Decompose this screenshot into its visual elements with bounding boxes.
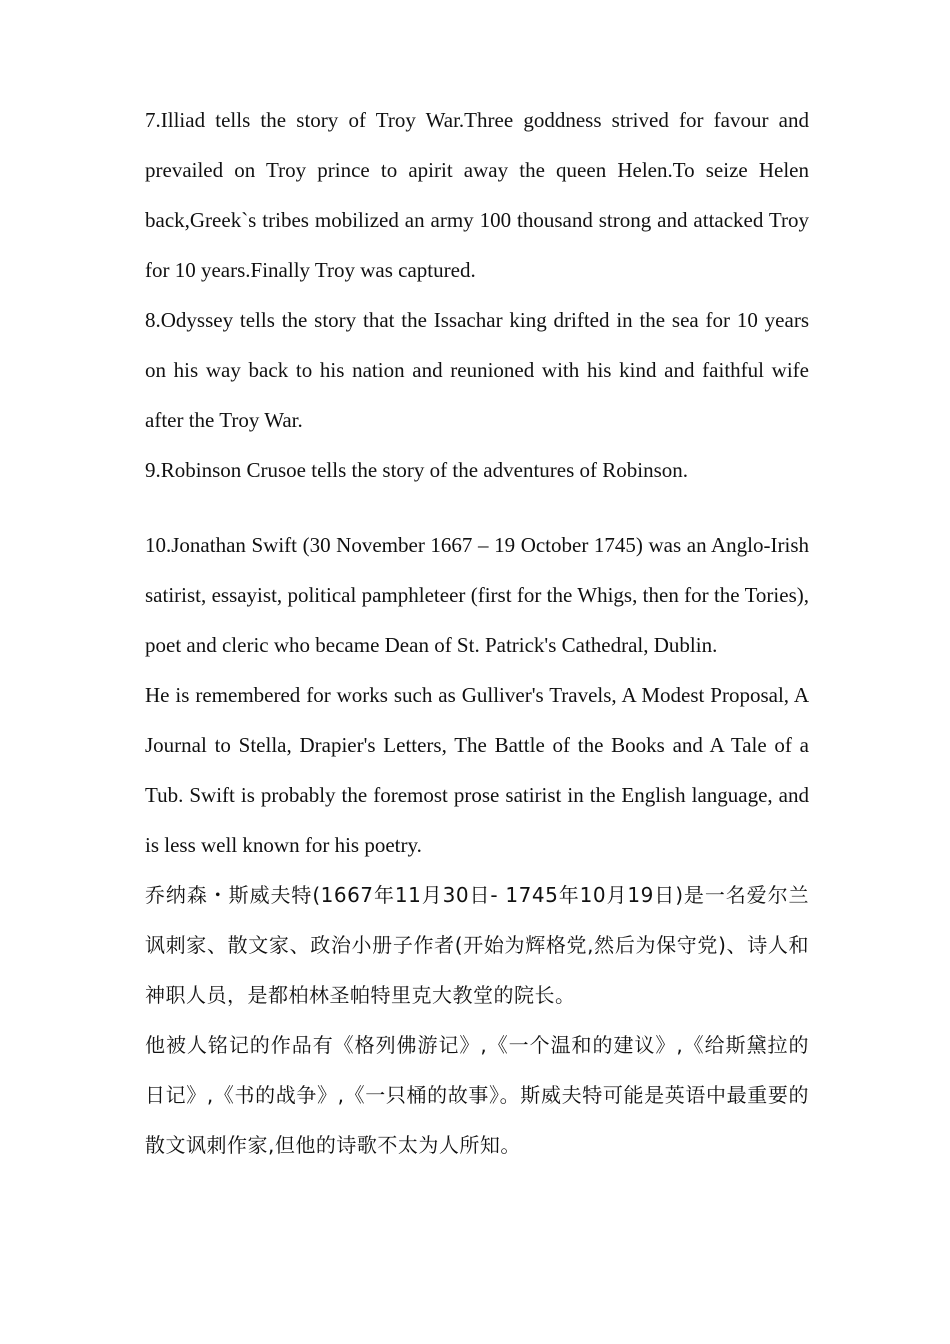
paragraph-swift-chinese-bio: 乔纳森・斯威夫特(1667年11月30日- 1745年10月19日)是一名爱尔兰讽刺家、散文家、政治小册子作者(开始为辉格党,然后为保守党)、诗人和神职人员，是都柏林圣帕特里克大教堂的院长。: [145, 883, 809, 1007]
paragraph-odyssey: 8.Odyssey tells the story that the Issachar king drifted in the sea for 10 years on his way back to his nation and reunioned with his kind and faithful wife after the Troy War.: [145, 308, 809, 432]
paragraph-iliad: 7.Illiad tells the story of Troy War.Three goddness strived for favour and prevailed on Troy prince to apirit away the queen Helen.To seize Helen back,Greek`s tribes mobilized an army 100 thousand strong and attacked Troy for 10 years.Finally Troy was captured.: [145, 108, 809, 282]
paragraph-swift-chinese-works: 他被人铭记的作品有《格列佛游记》,《一个温和的建议》,《给斯黛拉的日记》,《书的战争》,《一只桶的故事》。斯威夫特可能是英语中最重要的散文讽刺作家,但他的诗歌不太为人所知。: [145, 1033, 809, 1157]
paragraph-jonathan-swift: 10.Jonathan Swift (30 November 1667 – 19 October 1745) was an Anglo-Irish satirist, essayist, political pamphleteer (first for the Whigs, then for the Tories), poet and cleric who became Dean of St. Patrick's Cathedral, Dublin.: [145, 533, 809, 657]
paragraph-swift-works: He is remembered for works such as Gulliver's Travels, A Modest Proposal, A Journal to Stella, Drapier's Letters, The Battle of the Books and A Tale of a Tub. Swift is probably the foremost prose satirist in the English language, and is less well known for his poetry.: [145, 683, 809, 857]
document-body: [145, 95, 809, 1170]
paragraph-robinson-crusoe: 9.Robinson Crusoe tells the story of the adventures of Robinson.: [145, 458, 689, 482]
